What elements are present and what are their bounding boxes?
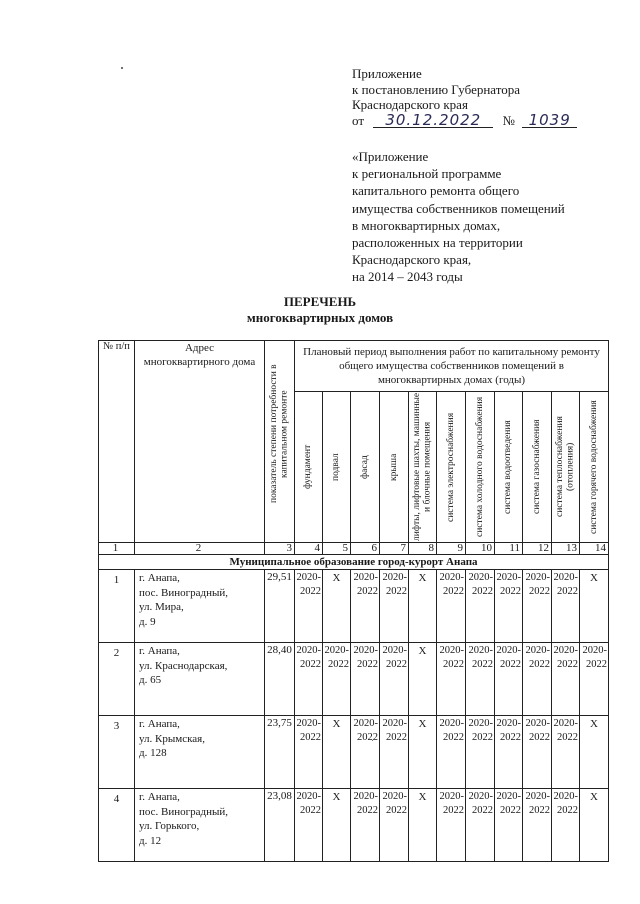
period-cell [351,570,380,643]
appendix-line: расположенных на территории [352,235,523,251]
period-cell: Х [323,789,351,862]
header-row-top [99,341,609,392]
period-cell [295,716,323,789]
period-cell [552,643,580,716]
address-line: д. 128 [139,747,167,759]
period-cell: Х [409,643,437,716]
period-start: 2020- [353,572,378,583]
address-line: д. 65 [139,674,162,686]
header-work-cell [323,392,351,543]
period-cell [495,789,523,862]
period-start: 2020- [296,645,321,656]
header-work-cell [351,392,380,543]
period-end: 2022 [500,586,521,597]
period-cell [437,570,466,643]
period-cell [523,643,552,716]
column-number: 14 [580,543,609,555]
period-end: 2022 [557,732,578,743]
period-cell [323,643,351,716]
header-num: № п/п [99,341,135,543]
column-number: 4 [295,543,323,555]
appendix-line: в многоквартирных домах, [352,217,501,233]
period-end: 2022 [357,659,378,670]
header-work: система горячего водоснабжения [588,400,599,534]
period-start: 2020- [496,791,521,802]
header-work: крыша [388,453,399,481]
column-number: 8 [409,543,437,555]
period-end: 2022 [300,732,321,743]
period-cell [523,716,552,789]
period-end: 2022 [557,659,578,670]
period-cell: Х [580,716,609,789]
period-end: 2022 [557,586,578,597]
header-score-cell [265,341,295,543]
address-line: пос. Виноградный, [139,586,229,599]
approval-block [352,66,577,128]
period-end: 2022 [300,659,321,670]
approval-line: Краснодарского края [352,97,468,112]
period-start: 2020- [525,572,550,583]
period-start: 2020- [553,718,578,729]
column-number: 3 [265,543,295,555]
period-cell: Х [409,570,437,643]
period-cell [552,716,580,789]
row-address [135,716,265,789]
approval-date-number [352,110,577,129]
row-number: 1 [99,570,135,643]
appendix-line: «Приложение [352,149,429,164]
appendix-block [352,148,565,286]
row-number: 2 [99,643,135,716]
period-start: 2020- [353,791,378,802]
period-cell [351,789,380,862]
column-number: 11 [495,543,523,555]
period-start: 2020- [525,791,550,802]
address-line: ул. Краснодарская, [139,659,228,672]
header-work-cell [495,392,523,543]
header-work-cell [580,392,609,543]
period-start: 2020- [324,645,349,656]
address-line: г. Анапа, [139,791,180,803]
period-start: 2020- [382,572,407,583]
period-end: 2022 [472,732,493,743]
header-address: Адрес многоквартирного дома [135,341,265,543]
period-cell [466,716,495,789]
table-row [99,643,609,716]
period-end: 2022 [328,659,349,670]
row-address [135,643,265,716]
from-label: от [352,112,365,128]
period-end: 2022 [529,586,550,597]
period-cell [466,570,495,643]
period-end: 2022 [357,805,378,816]
period-cell [295,789,323,862]
period-start: 2020- [553,791,578,802]
period-end: 2022 [443,586,464,597]
period-end: 2022 [357,732,378,743]
approval-line: Приложение [352,66,422,81]
period-cell [495,570,523,643]
header-work-cell [380,392,409,543]
address-line: г. Анапа, [139,645,180,657]
period-start: 2020- [439,791,464,802]
period-cell [495,716,523,789]
address-line: г. Анапа, [139,572,180,584]
houses-table [98,340,609,862]
period-cell: Х [323,570,351,643]
row-address [135,570,265,643]
header-work: система водоотведения [503,420,514,514]
period-start: 2020- [439,572,464,583]
column-number: 13 [552,543,580,555]
column-number-row [99,543,609,555]
period-cell [437,716,466,789]
period-start: 2020- [382,791,407,802]
period-end: 2022 [529,805,550,816]
header-work: система теплоснабжения (отопления) [555,416,576,518]
period-cell [295,570,323,643]
period-start: 2020- [468,791,493,802]
period-cell: Х [409,789,437,862]
period-start: 2020- [468,645,493,656]
period-start: 2020- [353,645,378,656]
period-cell [523,789,552,862]
period-end: 2022 [500,805,521,816]
period-cell [580,643,609,716]
address-line: д. 12 [139,834,162,847]
period-start: 2020- [439,645,464,656]
period-end: 2022 [529,659,550,670]
period-cell [466,643,495,716]
header-work-cell [466,392,495,543]
period-start: 2020- [296,791,321,802]
period-cell [437,643,466,716]
row-score: 23,75 [265,716,295,789]
header-work: система холодного водоснабжения [474,396,485,538]
row-number: 3 [99,716,135,789]
period-cell: Х [580,570,609,643]
section-title: Муниципальное образование город-курорт Анапа [99,555,609,570]
period-end: 2022 [386,805,407,816]
period-cell [295,643,323,716]
period-end: 2022 [443,659,464,670]
handwritten-date: 30.12.2022 [373,114,493,128]
period-end: 2022 [529,732,550,743]
header-work-cell [523,392,552,543]
period-end: 2022 [472,659,493,670]
row-score: 28,40 [265,643,295,716]
title-line: ПЕРЕЧЕНЬ [283,294,357,309]
header-work-cell [409,392,437,543]
period-cell [523,570,552,643]
period-cell [351,643,380,716]
handwritten-number: 1039 [522,114,577,128]
period-cell: Х [323,716,351,789]
address-line: пос. Виноградный, [139,805,229,818]
period-start: 2020- [496,645,521,656]
table-row [99,789,609,862]
period-start: 2020- [525,645,550,656]
document-title [0,294,640,326]
row-address [135,789,265,862]
column-number: 2 [135,543,265,555]
period-end: 2022 [472,805,493,816]
period-end: 2022 [386,732,407,743]
period-end: 2022 [357,586,378,597]
table-row [99,570,609,643]
period-cell [552,570,580,643]
column-number: 9 [437,543,466,555]
header-work: подвал [331,453,342,481]
period-end: 2022 [386,586,407,597]
address-line: ул. Крымская, [139,732,205,745]
header-work: фасад [359,455,370,479]
period-start: 2020- [468,572,493,583]
header-work: фундамент [303,444,314,490]
header-work: система газоснабжения [531,419,542,515]
row-score: 23,08 [265,789,295,862]
column-number: 1 [99,543,135,555]
period-start: 2020- [468,718,493,729]
period-start: 2020- [496,718,521,729]
header-work-cell [437,392,466,543]
row-score: 29,51 [265,570,295,643]
number-label: № [502,112,515,128]
address-line: ул. Мира, [139,601,184,613]
column-number: 5 [323,543,351,555]
period-start: 2020- [382,718,407,729]
address-line: д. 9 [139,615,156,628]
address-line: ул. Горького, [139,820,200,832]
period-end: 2022 [500,659,521,670]
column-number: 6 [351,543,380,555]
period-end: 2022 [443,732,464,743]
period-cell [380,716,409,789]
row-number: 4 [99,789,135,862]
period-cell: Х [409,716,437,789]
period-cell [380,789,409,862]
period-end: 2022 [500,732,521,743]
period-end: 2022 [557,805,578,816]
column-number: 7 [380,543,409,555]
period-end: 2022 [300,805,321,816]
period-start: 2020- [296,572,321,583]
header-work-cell [552,392,580,543]
appendix-line: на 2014 – 2043 годы [352,269,463,285]
header-work-cell [295,392,323,543]
appendix-line: капитального ремонта общего [352,183,520,199]
period-start: 2020- [439,718,464,729]
column-number: 12 [523,543,552,555]
period-cell [437,789,466,862]
period-end: 2022 [443,805,464,816]
table-row [99,716,609,789]
header-work: система электроснабжения [445,412,456,522]
address-line: г. Анапа, [139,718,180,730]
period-end: 2022 [472,586,493,597]
period-start: 2020- [525,718,550,729]
section-row [99,555,609,570]
title-subtitle: многоквартирных домов [246,310,394,325]
scan-speck [121,67,123,69]
appendix-line: к региональной программе [352,166,502,182]
column-number: 10 [466,543,495,555]
period-end: 2022 [586,659,607,670]
appendix-line: Краснодарского края, [352,252,472,268]
period-start: 2020- [553,645,578,656]
period-start: 2020- [553,572,578,583]
period-cell [466,789,495,862]
period-cell [495,643,523,716]
period-end: 2022 [300,586,321,597]
header-score: показатель степени потребности в капитальном ремонте [269,364,290,504]
period-start: 2020- [382,645,407,656]
period-end: 2022 [386,659,407,670]
appendix-line: имущества собственников помещений [352,200,565,216]
period-start: 2020- [582,645,607,656]
period-cell [351,716,380,789]
period-start: 2020- [296,718,321,729]
period-cell [552,789,580,862]
period-cell [380,643,409,716]
period-cell [380,570,409,643]
period-start: 2020- [353,718,378,729]
period-start: 2020- [496,572,521,583]
header-work: лифты, лифтовые шахты, машинные и блочные помещения [412,392,433,542]
period-cell: Х [580,789,609,862]
approval-line: к постановлению Губернатора [352,81,521,97]
header-period: Плановый период выполнения работ по капитальному ремонту общего имущества собственников помещений в многоквартирных домах (годы) [295,341,609,392]
